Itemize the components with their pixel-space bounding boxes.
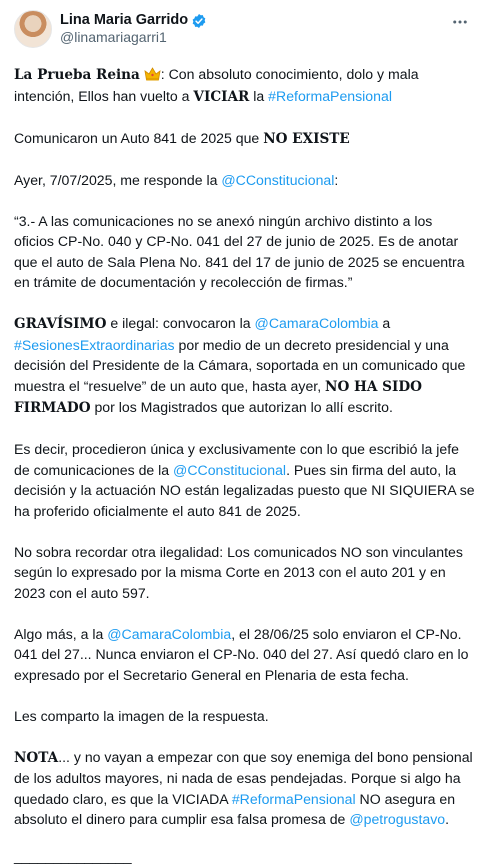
paragraph-10 [14,747,476,830]
hashtag-link[interactable]: #ReformaPensional [268,87,392,104]
text-run: por medio de un decreto presidencial y una decisión del Presidente de la Cámara, soportada en un comunicado que muestra el “resuelve” de un auto que, hasta ayer, [14,336,466,394]
mention-link[interactable]: @CamaraColombia [254,315,379,331]
text-run: Es decir, procedieron única y exclusivamente con lo que escribió la jefe de comunicaciones de la [14,441,459,478]
text-run: , el 28/06/25 solo enviaron el CP-No. 041 del 27... Nunca enviaron el CP-No. 040 del 27. Así quedó claro en lo expresado por el Secretario General en Plenaria de esta fecha. [14,625,469,683]
paragraph-3 [14,170,476,191]
handle[interactable]: @linamariagarri1 [60,29,167,45]
mention-link[interactable]: @CConstitucional [221,171,335,188]
avatar[interactable] [14,10,52,48]
more-options-icon[interactable] [450,12,470,32]
text-run: : [334,171,339,188]
text-run: NO asegura en absoluto el dinero para cumplir esa falsa promesa de [14,790,456,827]
paragraph-5 [14,313,476,419]
paragraph-9: Les comparto la imagen de la respuesta. [14,707,269,724]
paragraph-4: “3.- A las comunicaciones no se anexó ningún archivo distinto a los oficios CP-No. 040 y CP-No. 041 del 27 de junio de 2025. Es de anotar que el auto de Sala Plena No. 841 del 17 de junio de 2025 se encuentra en trámite de documentación y recolección de firmas.” [14,212,465,290]
bold-phrase: NO EXISTE [263,130,350,147]
text-run: a [378,315,391,331]
hashtag-link[interactable]: #ReformaPensional [231,790,356,807]
bold-phrase: GRAVÍSIMO [14,316,107,332]
mention-link[interactable]: @CConstitucional [173,461,287,478]
text-run: la [249,87,269,104]
paragraph-8 [14,624,476,686]
paragraph-2 [14,128,476,150]
text-run: : Con absoluto conocimiento, dolo y mala intención, Ellos han vuelto a [14,66,419,104]
bold-phrase: La Prueba Reina [14,67,140,83]
text-run: por los Magistrados que autorizan lo allí escrito. [90,399,393,415]
paragraph-7: No sobra recordar otra ilegalidad: Los comunicados NO son vinculantes según lo expresado por la misma Corte en 2013 con el auto 201 y en 2023 con el auto 597. [14,543,463,601]
bold-phrase: NO HA SIDO FIRMADO [14,378,422,416]
mention-link[interactable]: @CamaraColombia [107,625,232,642]
text-run: Algo más, a la [14,625,108,642]
text-run: e ilegal: convocaron la [106,315,255,331]
text-run: . Pues sin firma del auto, la decisión y la actuación NO están legalizadas puesto que NI SIQUIERA se ha proferido oficialmente el auto 841 de 2025. [14,461,475,519]
text-run: . [445,811,450,827]
mention-link[interactable]: @petrogustavo [349,811,446,827]
text-divider: _______________ [14,848,132,864]
text-run: Ayer, 7/07/2025, me responde la [14,171,222,188]
text-run: ... y no vayan a empezar con que soy enemiga del bono pensional de los adultos mayores, ni nada de esas pendejadas. Porque si algo ha quedado claro, es que la VICIADA [14,748,473,807]
author-info [60,10,207,46]
tweet-header [14,10,474,54]
verified-badge-icon [191,13,207,29]
hashtag-link[interactable]: #SesionesExtraordinarias [14,336,175,353]
tweet-text [14,64,476,867]
crown-emoji-icon [144,66,161,80]
text-run: Comunicaron un Auto 841 de 2025 que [14,129,264,146]
bold-phrase: VICIAR [193,88,250,105]
paragraph-1 [14,64,476,107]
bold-phrase: NOTA [14,749,59,766]
paragraph-6 [14,439,476,521]
display-name[interactable]: Lina Maria Garrido [60,12,189,28]
name-row [60,12,207,29]
